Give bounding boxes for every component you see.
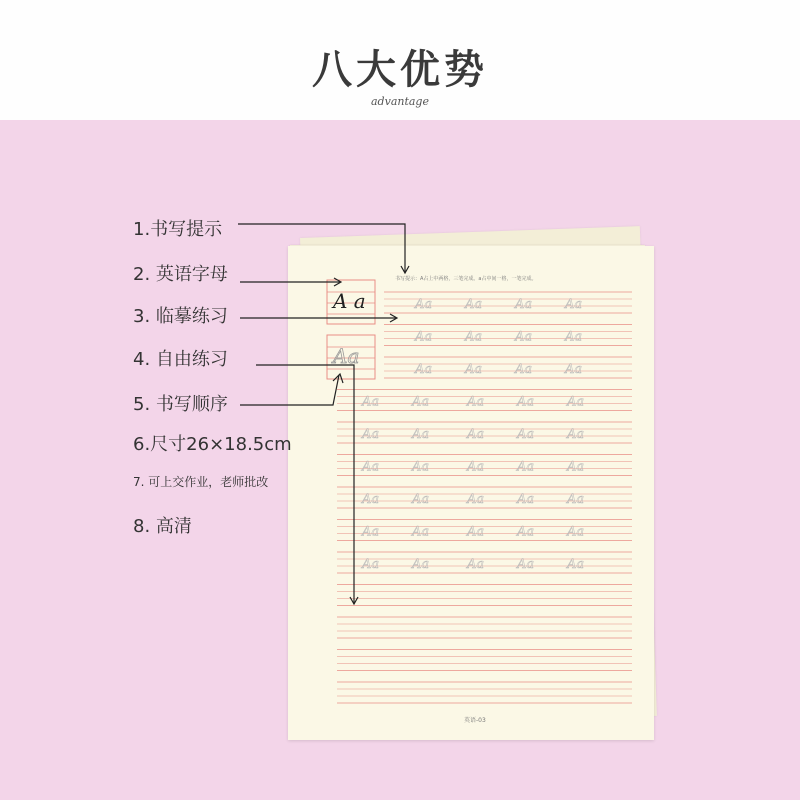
trace-letter-pair: Aa (567, 459, 585, 475)
trace-letter-pair: Aa (567, 427, 585, 442)
trace-letter-pair: Aa (467, 557, 485, 572)
trace-letter-pair: Aa (362, 459, 380, 475)
trace-letter-pair: Aa (465, 329, 483, 345)
feature-5: 5. 书写顺序 (133, 394, 228, 415)
trace-letter-pair: Aa (465, 297, 483, 312)
trace-letter-pair: Aa (567, 492, 585, 507)
trace-letter-pair: Aa (362, 427, 380, 442)
demo-letters: A a (333, 289, 366, 313)
trace-letter-pair: Aa (567, 557, 585, 572)
trace-letter-pair: Aa (467, 492, 485, 507)
trace-letter-pair: Aa (517, 459, 535, 475)
feature-4: 4. 自由练习 (133, 349, 228, 370)
feature-8: 8. 高清 (133, 516, 192, 537)
feature-6: 6.尺寸26×18.5cm (133, 434, 292, 455)
feature-2: 2. 英语字母 (133, 264, 228, 285)
trace-letter-pair: Aa (415, 362, 433, 377)
trace-letter-pair: Aa (467, 394, 485, 410)
trace-letter-pair: Aa (467, 427, 485, 442)
trace-letter-pair: Aa (412, 524, 430, 540)
trace-letter-pair: Aa (517, 524, 535, 540)
trace-letter-pair: Aa (415, 329, 433, 345)
feature-1: 1.书写提示 (133, 219, 223, 240)
trace-letter-pair: Aa (412, 459, 430, 475)
letter-box-trace (327, 335, 375, 379)
trace-letter-pair: Aa (517, 557, 535, 572)
trace-letter-pair: Aa (465, 362, 483, 377)
trace-letter-pair: Aa (467, 524, 485, 540)
trace-letter-pair: Aa (565, 329, 583, 345)
trace-letter-pair: Aa (515, 362, 533, 377)
trace-letter-pair: Aa (515, 297, 533, 312)
page-title: 八大优势 (312, 47, 488, 93)
feature-3: 3. 临摹练习 (133, 306, 228, 327)
trace-letter-pair: Aa (515, 329, 533, 345)
feature-7: 7. 可上交作业，老师批改 (133, 475, 269, 489)
trace-letter-pair: Aa (362, 492, 380, 507)
trace-letter-pair: Aa (517, 394, 535, 410)
trace-letter-pair: Aa (412, 557, 430, 572)
page-subtitle: advantage (371, 95, 429, 108)
writing-hint: 书写提示：A占上中两格，三笔完成。a占中间一格，一笔完成。 (395, 276, 537, 282)
page-number: 英语-03 (464, 717, 486, 724)
trace-letter-pair: Aa (412, 492, 430, 507)
trace-letter-pair: Aa (567, 524, 585, 540)
trace-letter-pair: Aa (412, 427, 430, 442)
trace-letter-pair: Aa (565, 297, 583, 312)
trace-letters: Aa (333, 344, 360, 368)
trace-letter-pair: Aa (362, 524, 380, 540)
annotation-arrows (238, 224, 409, 604)
trace-letter-pair: Aa (565, 362, 583, 377)
trace-letter-pair: Aa (517, 492, 535, 507)
trace-letter-pair: Aa (517, 427, 535, 442)
trace-letter-pair: Aa (567, 394, 585, 410)
trace-letter-pair: Aa (362, 394, 380, 410)
trace-letter-pair: Aa (412, 394, 430, 410)
trace-letter-pair: Aa (415, 297, 433, 312)
trace-letter-pair: Aa (362, 557, 380, 572)
trace-letter-pair: Aa (467, 459, 485, 475)
